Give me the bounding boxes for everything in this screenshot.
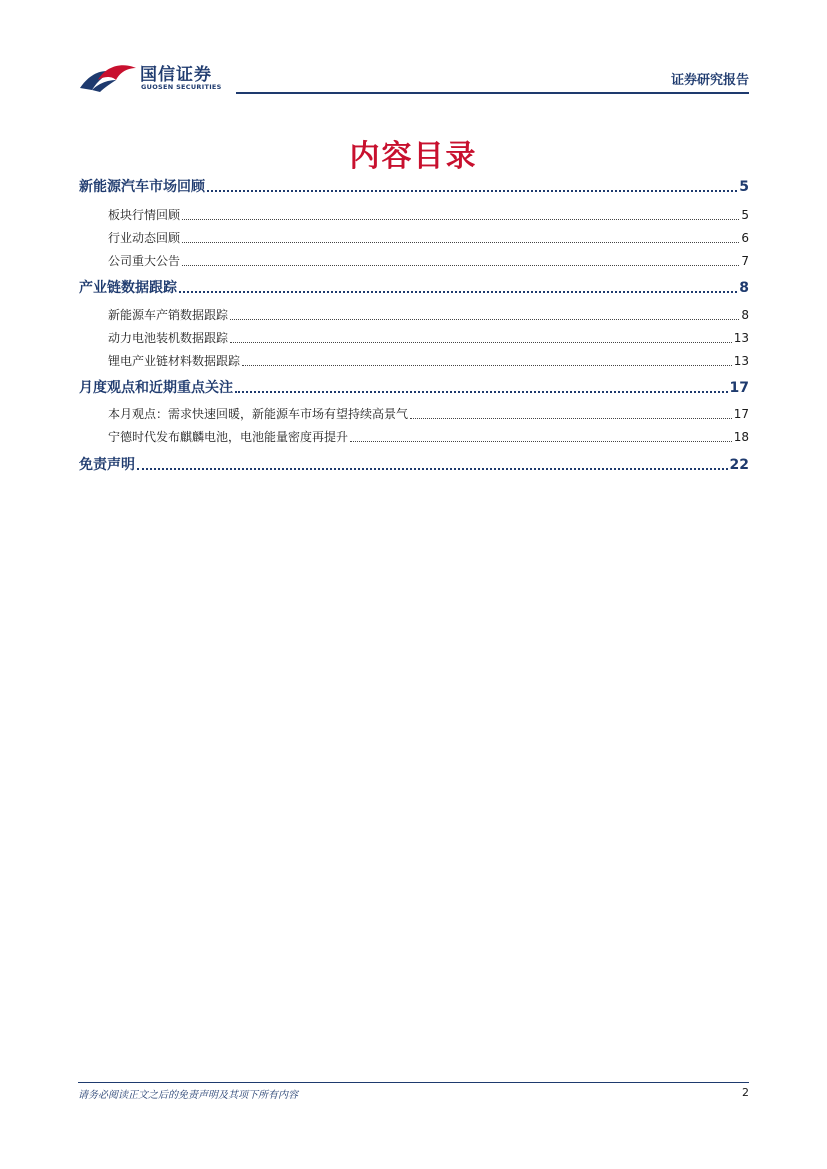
toc-subsection-entry[interactable] <box>79 405 749 422</box>
footer-disclaimer: 请务必阅读正文之后的免责声明及其项下所有内容 <box>78 1090 298 1101</box>
footer-divider <box>78 1082 749 1083</box>
toc-entry-page: 13 <box>733 331 749 345</box>
toc-entry-label: 锂电产业链材料数据跟踪 <box>108 354 241 368</box>
toc-leader-dots <box>350 440 732 442</box>
toc-section-entry[interactable] <box>79 377 749 397</box>
toc-entry-label: 产业链数据跟踪 <box>79 280 177 296</box>
toc-section-entry[interactable] <box>79 277 749 297</box>
toc-subsection-entry[interactable] <box>79 428 749 445</box>
toc-section-entry[interactable] <box>79 454 749 474</box>
toc-leader-dots <box>410 417 732 419</box>
toc-entry-page: 22 <box>729 457 749 473</box>
page-number: 2 <box>742 1086 749 1099</box>
toc-section-entry[interactable] <box>79 176 749 196</box>
toc-leader-dots <box>230 318 739 320</box>
toc-entry-label: 板块行情回顾 <box>108 208 181 222</box>
toc-subsection-entry[interactable] <box>79 229 749 246</box>
toc-leader-dots <box>182 264 739 266</box>
logo-english-name: GUOSEN SECURITIES <box>141 83 222 91</box>
toc-leader-dots <box>207 189 737 192</box>
toc-entry-page: 5 <box>739 179 749 195</box>
toc-entry-page: 7 <box>741 254 749 268</box>
toc-title: 内容目录 <box>349 139 478 174</box>
toc-entry-label: 行业动态回顾 <box>108 231 181 245</box>
logo-chinese-name: 国信证券 <box>140 65 212 85</box>
guosen-logo <box>78 58 238 94</box>
toc-leader-dots <box>182 241 739 243</box>
report-type: 证券研究报告 <box>670 73 749 88</box>
toc-entry-label: 月度观点和近期重点关注 <box>79 380 233 396</box>
toc-leader-dots <box>182 218 739 220</box>
toc-leader-dots <box>179 290 737 293</box>
toc-entry-label: 宁德时代发布麒麟电池，电池能量密度再提升 <box>108 430 349 444</box>
toc-leader-dots <box>235 390 728 393</box>
toc-entry-label: 动力电池装机数据跟踪 <box>108 331 229 345</box>
toc-entry-label: 新能源汽车市场回顾 <box>79 179 205 195</box>
toc-subsection-entry[interactable] <box>79 329 749 346</box>
toc-entry-label: 公司重大公告 <box>108 254 181 268</box>
toc-entry-page: 6 <box>741 231 749 245</box>
toc-leader-dots <box>242 364 732 366</box>
page-header <box>78 58 749 94</box>
toc-entry-page: 8 <box>741 308 749 322</box>
toc-subsection-entry[interactable] <box>79 352 749 369</box>
toc-subsection-entry[interactable] <box>79 252 749 269</box>
toc-leader-dots <box>230 341 732 343</box>
toc-leader-dots <box>137 467 728 470</box>
toc-entry-page: 8 <box>739 280 749 296</box>
toc-subsection-entry[interactable] <box>79 306 749 323</box>
toc-entry-page: 17 <box>729 380 749 396</box>
toc-subsection-entry[interactable] <box>79 206 749 223</box>
toc-entry-label: 新能源车产销数据跟踪 <box>108 308 229 322</box>
toc-entry-page: 5 <box>741 208 749 222</box>
guosen-logo-icon <box>78 58 138 94</box>
toc-entry-page: 13 <box>733 354 749 368</box>
toc-entry-label: 免责声明 <box>79 457 135 473</box>
toc-entry-page: 18 <box>733 430 749 444</box>
header-divider <box>236 92 749 94</box>
toc-entry-label: 本月观点：需求快速回暖，新能源车市场有望持续高景气 <box>108 407 409 421</box>
toc-entry-page: 17 <box>733 407 749 421</box>
